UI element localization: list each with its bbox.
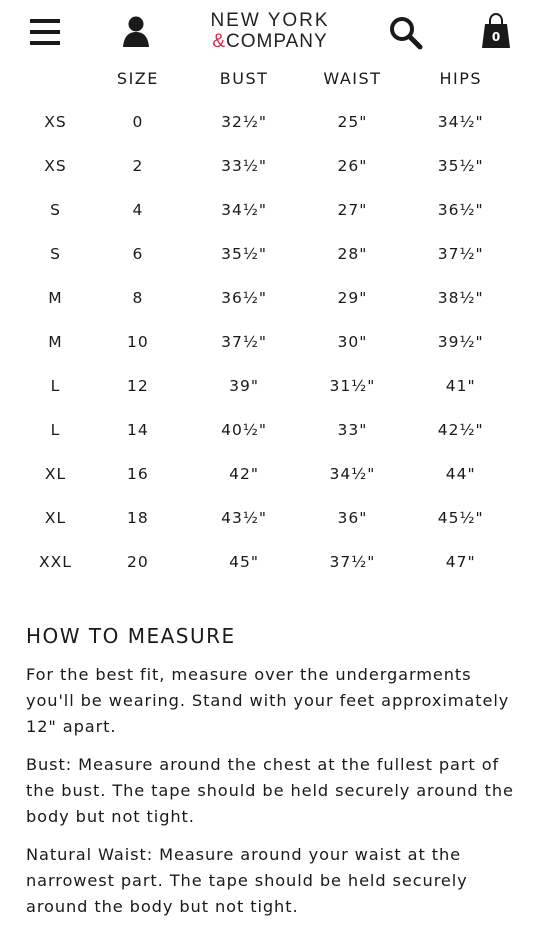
- cell-hips: 47": [445, 553, 476, 571]
- logo-line-1: NEW YORK: [210, 10, 330, 31]
- table-row: [0, 320, 540, 364]
- cell-hips: 36½": [437, 201, 484, 219]
- cell-hips: 35½": [437, 157, 484, 175]
- cell-hips: 45½": [437, 509, 484, 527]
- table-row: [0, 540, 540, 584]
- table-row: [0, 496, 540, 540]
- cell-bust: 33½": [221, 157, 268, 175]
- cell-alpha-size: S: [50, 201, 61, 219]
- cell-hips: 34½": [437, 113, 484, 131]
- cell-waist: 30": [337, 333, 368, 351]
- cell-size: 2: [132, 157, 144, 175]
- table-row: [0, 276, 540, 320]
- cell-bust: 40½": [221, 421, 268, 439]
- cell-alpha-size: XL: [44, 509, 67, 527]
- cell-hips: 41": [445, 377, 476, 395]
- bag-count: 0: [491, 30, 501, 44]
- cell-waist: 29": [337, 289, 368, 307]
- cell-bust: 36½": [221, 289, 268, 307]
- logo-line-2: [200, 31, 340, 52]
- cell-bust: 34½": [221, 201, 268, 219]
- table-row: [0, 232, 540, 276]
- table-row: [0, 452, 540, 496]
- cell-bust: 35½": [221, 245, 268, 263]
- cell-hips: 37½": [437, 245, 484, 263]
- size-chart-table: [0, 56, 540, 584]
- header-cell-hips: HIPS: [439, 68, 482, 88]
- size-chart-body: [0, 100, 540, 584]
- cell-alpha-size: L: [50, 421, 61, 439]
- cell-size: 8: [132, 289, 144, 307]
- cell-alpha-size: XS: [44, 157, 67, 175]
- cell-waist: 28": [337, 245, 368, 263]
- cell-bust: 45": [229, 553, 260, 571]
- cell-bust: 32½": [221, 113, 268, 131]
- how-to-measure-section: [26, 624, 516, 932]
- cell-waist: 33": [337, 421, 368, 439]
- cell-alpha-size: S: [50, 245, 61, 263]
- logo-ampersand: &: [212, 31, 226, 52]
- size-chart-header-row: [0, 56, 540, 100]
- header-cell-alpha: [0, 56, 111, 100]
- table-row: [0, 364, 540, 408]
- cell-waist: 37½": [329, 553, 376, 571]
- measure-bust-text: Bust: Measure around the chest at the fullest part of the bust. The tape should be held securely around the body but not tight.: [26, 755, 514, 826]
- menu-icon[interactable]: [28, 16, 62, 48]
- cell-waist: 25": [337, 113, 368, 131]
- cell-bust: 42": [229, 465, 260, 483]
- cell-hips: 42½": [437, 421, 484, 439]
- logo-company: COMPANY: [226, 31, 328, 52]
- cell-waist: 26": [337, 157, 368, 175]
- cell-waist: 27": [337, 201, 368, 219]
- cell-hips: 38½": [437, 289, 484, 307]
- table-row: [0, 408, 540, 452]
- cell-size: 18: [127, 509, 149, 527]
- measure-waist-text: Natural Waist: Measure around your waist at the narrowest part. The tape should be held securely around the body but not tight.: [26, 845, 468, 916]
- cell-size: 6: [132, 245, 144, 263]
- account-icon[interactable]: [120, 14, 152, 48]
- brand-logo[interactable]: [200, 10, 340, 52]
- cell-hips: 44": [445, 465, 476, 483]
- cell-alpha-size: XXL: [39, 553, 72, 571]
- shopping-bag-icon[interactable]: [480, 12, 512, 50]
- cell-waist: 36": [337, 509, 368, 527]
- cell-alpha-size: XS: [44, 113, 67, 131]
- cell-bust: 39": [229, 377, 260, 395]
- table-row: [0, 144, 540, 188]
- table-row: [0, 188, 540, 232]
- cell-size: 4: [132, 201, 144, 219]
- cell-alpha-size: L: [50, 377, 61, 395]
- cell-alpha-size: M: [48, 289, 63, 307]
- header-cell-size: SIZE: [116, 68, 159, 88]
- cell-bust: 43½": [221, 509, 268, 527]
- header-cell-bust: BUST: [219, 68, 269, 88]
- cell-waist: 31½": [329, 377, 376, 395]
- cell-alpha-size: M: [48, 333, 63, 351]
- cell-hips: 39½": [437, 333, 484, 351]
- measure-intro-text: For the best fit, measure over the undergarments you'll be wearing. Stand with your feet approximately 12" apart.: [26, 665, 510, 736]
- cell-size: 16: [127, 465, 149, 483]
- table-row: [0, 100, 540, 144]
- header-cell-waist: WAIST: [323, 68, 382, 88]
- cell-size: 20: [127, 553, 149, 571]
- cell-size: 10: [127, 333, 149, 351]
- search-icon[interactable]: [388, 15, 424, 51]
- cell-size: 14: [127, 421, 149, 439]
- cell-size: 12: [127, 377, 149, 395]
- how-to-measure-title: HOW TO MEASURE: [26, 624, 236, 648]
- cell-size: 0: [132, 113, 144, 131]
- cell-waist: 34½": [329, 465, 376, 483]
- cell-alpha-size: XL: [44, 465, 67, 483]
- cell-bust: 37½": [221, 333, 268, 351]
